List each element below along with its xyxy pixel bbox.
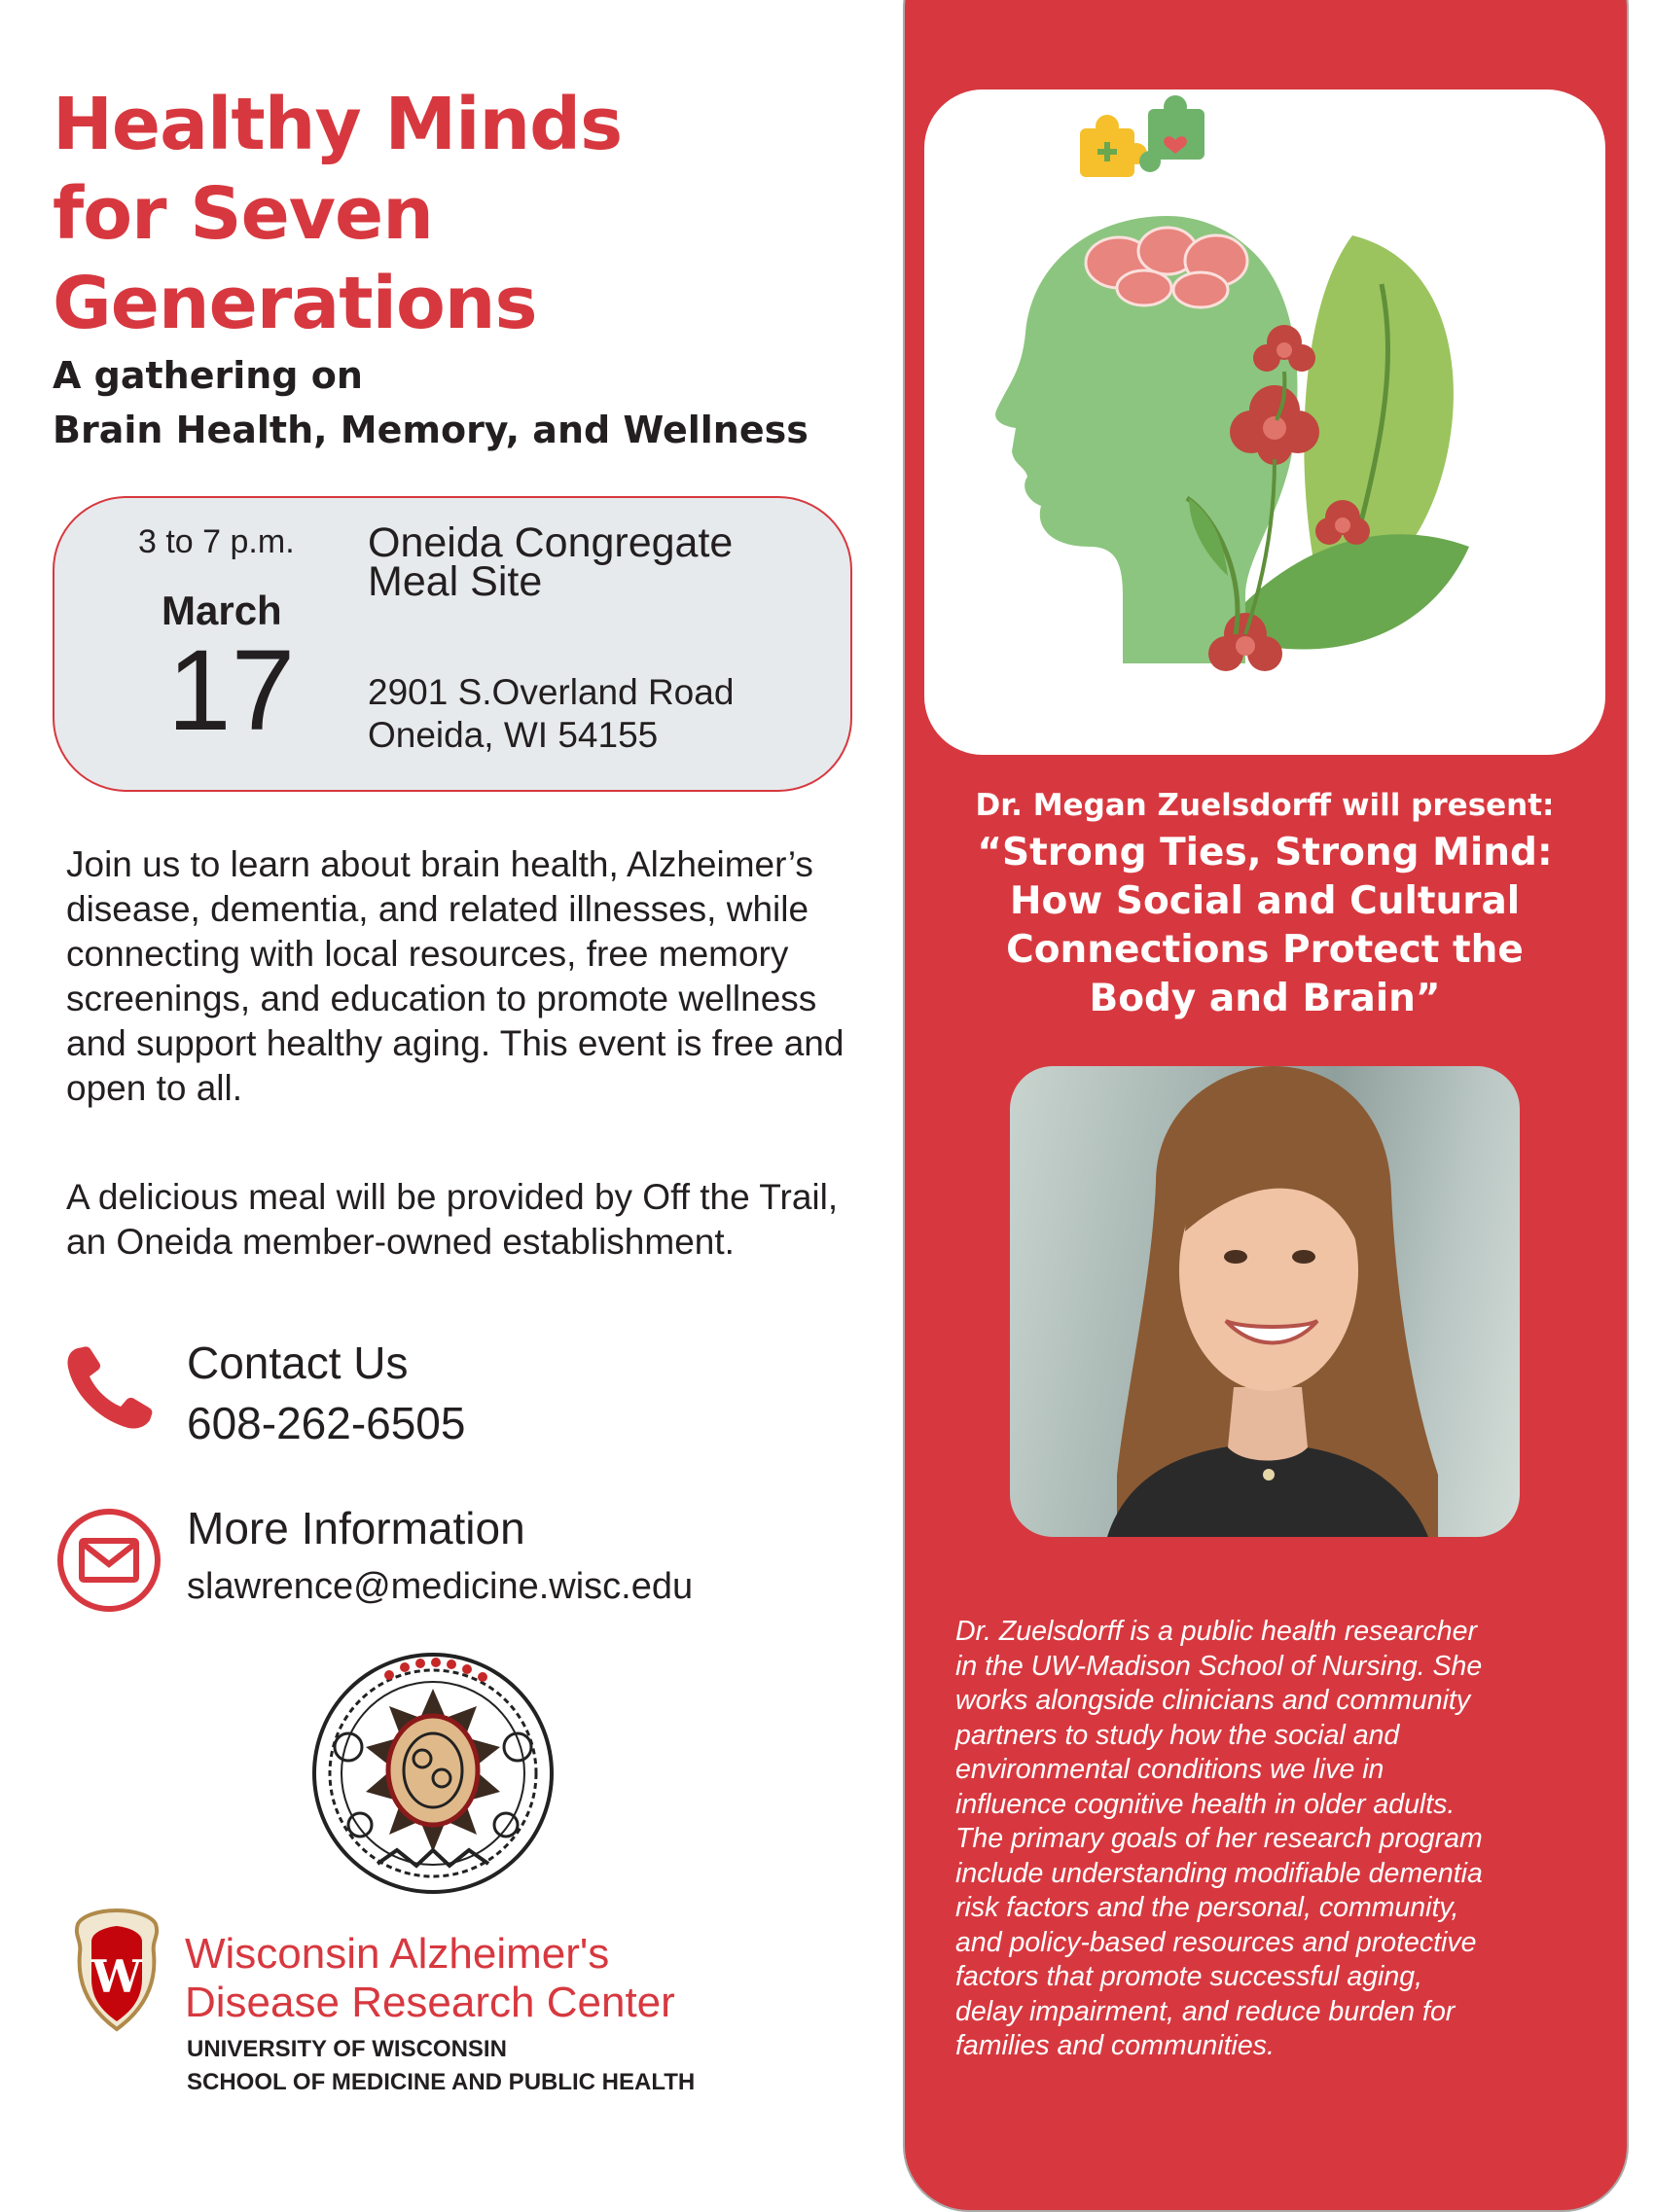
contact-label: Contact Us — [187, 1338, 409, 1388]
speaker-photo — [1010, 1066, 1520, 1537]
bio-line: families and communities. — [955, 2030, 1275, 2061]
event-month: March — [162, 588, 282, 633]
bio-line: works alongside clinicians and community — [955, 1685, 1471, 1716]
talk-title — [934, 829, 1596, 1023]
contact-phone[interactable]: 608-262-6505 — [187, 1398, 466, 1448]
title-line: Generations — [53, 262, 537, 345]
university-name — [187, 2033, 695, 2099]
oneida-seal-logo — [309, 1650, 557, 1897]
crest-letter: W — [91, 1950, 142, 2003]
bio-line: The primary goals of her research program — [955, 1823, 1483, 1854]
head-brain-illustration — [924, 89, 1605, 755]
mail-icon — [54, 1506, 163, 1615]
title-line: for Seven — [53, 172, 433, 256]
more-info-label: More Information — [187, 1503, 525, 1553]
contact-email[interactable]: slawrence@medicine.wisc.edu — [187, 1566, 694, 1607]
talk-title-line: Body and Brain” — [1089, 977, 1441, 1020]
bio-line: in the UW-Madison School of Nursing. She — [955, 1650, 1483, 1682]
event-subtitle — [53, 348, 889, 457]
bio-line: Dr. Zuelsdorff is a public health researcher — [955, 1616, 1477, 1647]
presenter-line: Dr. Megan Zuelsdorff will present: — [975, 788, 1555, 823]
talk-title-line: Connections Protect the — [1006, 928, 1524, 972]
bio-line: partners to study how the social and — [955, 1719, 1400, 1751]
bio-line: and policy-based resources and protective — [955, 1926, 1477, 1958]
speaker-bio — [955, 1615, 1578, 2064]
puzzle-pieces-icon — [1080, 95, 1205, 177]
meal-paragraph: A delicious meal will be provided by Off the Trail, an Oneida member-owned establishment. — [66, 1177, 839, 1262]
address-line: Oneida, WI 54155 — [368, 715, 659, 755]
uw-crest-logo — [68, 1907, 165, 2033]
event-address — [368, 671, 734, 757]
bio-line: risk factors and the personal, community, — [955, 1892, 1459, 1923]
phone-icon — [60, 1340, 158, 1438]
university-line: SCHOOL OF MEDICINE AND PUBLIC HEALTH — [187, 2069, 696, 2095]
talk-title-line: “Strong Ties, Strong Mind: — [977, 831, 1553, 874]
event-title — [53, 80, 850, 348]
event-venue: Oneida Congregate Meal Site — [368, 519, 734, 605]
bio-line: include understanding modifiable dementia — [955, 1857, 1483, 1889]
description-paragraph: Join us to learn about brain health, Alzheimer’s disease, dementia, and related illnesses, while connecting with local resources, free memory screenings, and education to promote wellness and support healthy aging. This event is free and open to all. — [66, 844, 845, 1108]
org-line: Disease Research Center — [185, 1979, 675, 2026]
talk-title-line: How Social and Cultural — [1009, 879, 1521, 923]
event-details-box — [53, 496, 852, 792]
event-time: 3 to 7 p.m. — [138, 523, 295, 560]
bio-line: delay impairment, and reduce burden for — [955, 1995, 1456, 2027]
organization-name — [185, 1930, 675, 2027]
brain-illustration-box — [924, 89, 1605, 755]
address-line: 2901 S.Overland Road — [368, 672, 735, 712]
subtitle-line: A gathering on — [53, 354, 363, 397]
bio-line: influence cognitive health in older adults. — [955, 1788, 1456, 1820]
university-line: UNIVERSITY OF WISCONSIN — [187, 2036, 507, 2062]
speaker-portrait — [1010, 1066, 1520, 1537]
event-day: 17 — [167, 626, 296, 755]
bio-line: factors that promote successful aging, — [955, 1961, 1422, 1992]
org-line: Wisconsin Alzheimer's — [185, 1930, 610, 1978]
title-line: Healthy Minds — [53, 83, 623, 166]
bio-line: environmental conditions we live in — [955, 1754, 1384, 1785]
subtitle-line: Brain Health, Memory, and Wellness — [53, 409, 809, 451]
